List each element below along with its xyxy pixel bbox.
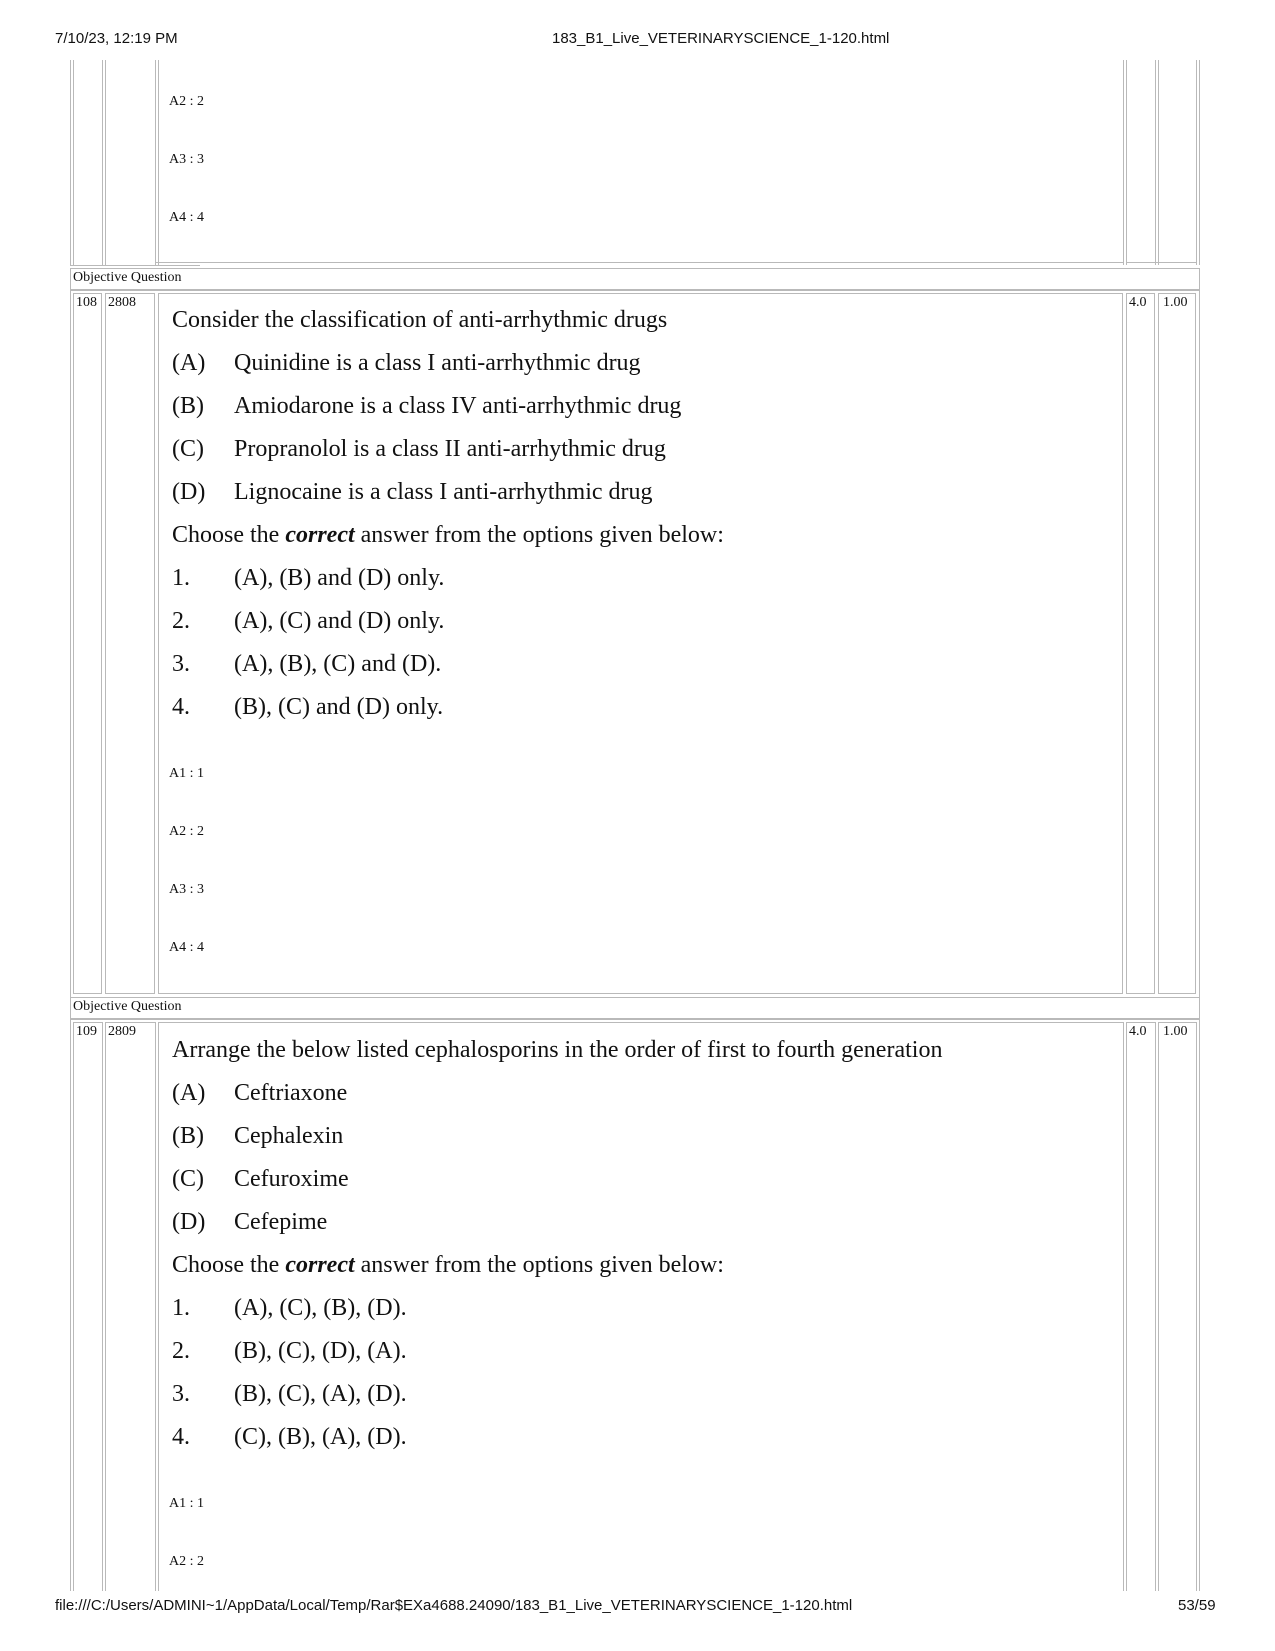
question-marks: 4.0 bbox=[1129, 295, 1147, 310]
statement-item: (C) Propranolol is a class II anti-arrhythmic drug bbox=[172, 436, 666, 462]
print-datetime: 7/10/23, 12:19 PM bbox=[55, 30, 178, 47]
answer-option: A2 : 2 bbox=[169, 824, 204, 839]
statement-item: (B) Cephalexin bbox=[172, 1123, 344, 1149]
statement-item: (D) Cefepime bbox=[172, 1209, 328, 1235]
answer-option: A2 : 2 bbox=[169, 1554, 204, 1569]
question-serial: 109 bbox=[76, 1024, 97, 1039]
answer-option: A2 : 2 bbox=[169, 94, 204, 109]
choice-option: 1. (A), (B) and (D) only. bbox=[172, 565, 445, 591]
question-instruction: Choose the correct answer from the options given below: bbox=[172, 1252, 724, 1278]
print-file-path: file:///C:/Users/ADMINI~1/AppData/Local/Temp/Rar$EXa4688.24090/183_B1_Live_VETERINARYSCIENCE_1-120.html bbox=[55, 1597, 853, 1614]
print-doc-title: 183_B1_Live_VETERINARYSCIENCE_1-120.html bbox=[552, 30, 890, 47]
section-label: Objective Question bbox=[73, 999, 182, 1014]
choice-option: 3. (B), (C), (A), (D). bbox=[172, 1381, 407, 1407]
choice-option: 4. (B), (C) and (D) only. bbox=[172, 694, 444, 720]
negative-marks: 1.00 bbox=[1163, 295, 1188, 310]
question-serial: 108 bbox=[76, 295, 97, 310]
question-marks: 4.0 bbox=[1129, 1024, 1147, 1039]
answer-option: A1 : 1 bbox=[169, 766, 204, 781]
answer-option: A3 : 3 bbox=[169, 152, 204, 167]
answer-option: A1 : 1 bbox=[169, 1496, 204, 1511]
print-page-number: 53/59 bbox=[1178, 1597, 1216, 1614]
choice-option: 3. (A), (B), (C) and (D). bbox=[172, 651, 442, 677]
question-id: 2809 bbox=[108, 1024, 136, 1039]
question-stem: Arrange the below listed cephalosporins in the order of first to fourth generation bbox=[172, 1037, 943, 1063]
choice-option: 2. (B), (C), (D), (A). bbox=[172, 1338, 407, 1364]
section-label: Objective Question bbox=[73, 270, 182, 285]
statement-item: (B) Amiodarone is a class IV anti-arrhythmic drug bbox=[172, 393, 682, 419]
statement-item: (A) Quinidine is a class I anti-arrhythmic drug bbox=[172, 350, 641, 376]
question-instruction: Choose the correct answer from the options given below: bbox=[172, 522, 724, 548]
choice-option: 4. (C), (B), (A), (D). bbox=[172, 1424, 407, 1450]
statement-item: (A) Ceftriaxone bbox=[172, 1080, 348, 1106]
question-id: 2808 bbox=[108, 295, 136, 310]
statement-item: (D) Lignocaine is a class I anti-arrhythmic drug bbox=[172, 479, 653, 505]
negative-marks: 1.00 bbox=[1163, 1024, 1188, 1039]
choice-option: 1. (A), (C), (B), (D). bbox=[172, 1295, 407, 1321]
statement-item: (C) Cefuroxime bbox=[172, 1166, 349, 1192]
choice-option: 2. (A), (C) and (D) only. bbox=[172, 608, 445, 634]
question-stem: Consider the classification of anti-arrhythmic drugs bbox=[172, 307, 668, 333]
answer-option: A3 : 3 bbox=[169, 882, 204, 897]
answer-option: A4 : 4 bbox=[169, 210, 204, 225]
answer-option: A4 : 4 bbox=[169, 940, 204, 955]
